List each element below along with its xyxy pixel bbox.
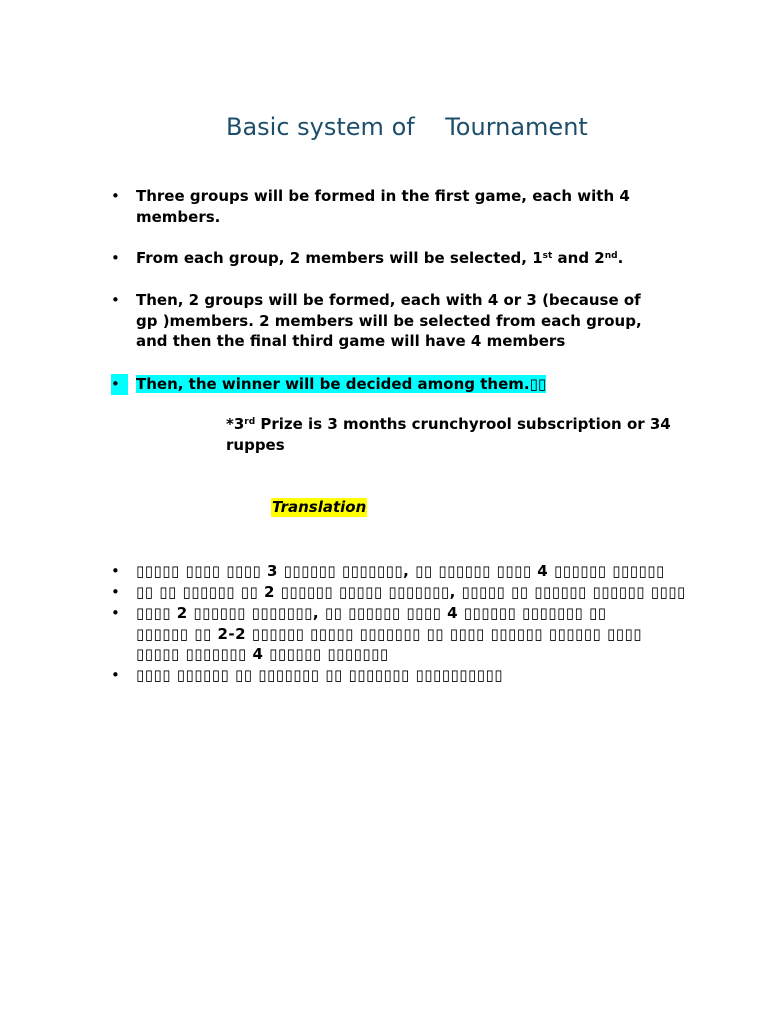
bullet-icon: • [111, 604, 120, 622]
bullet-icon: • [111, 562, 120, 580]
list-item [111, 290, 661, 352]
bullet-icon: • [111, 666, 120, 684]
bullet-icon: • [111, 187, 120, 205]
list-item-text: From each group, 2 members will be selected, 1st and 2nd. [136, 249, 624, 267]
list-item [111, 186, 646, 227]
list-item [111, 603, 660, 665]
list-item [111, 248, 696, 269]
page-title: Basic system of Tournament [226, 113, 588, 141]
prize-note: *3rd Prize is 3 months crunchyrool subscription or 34 ruppes [226, 415, 671, 454]
list-item [111, 582, 686, 603]
bullet-icon: • [111, 374, 128, 395]
list-item-highlighted [111, 374, 696, 395]
list-item-text: ▯▯▯▯▯ ▯▯▯▯ ▯▯▯▯ 3 ▯▯▯▯▯▯ ▯▯▯▯▯▯▯, ▯▯ ▯▯▯▯▯▯ ▯▯▯▯ 4 ▯▯▯▯▯▯ ▯▯▯▯▯▯ [136, 562, 665, 580]
list-item-text: Three groups will be formed in the first game, each with 4 members. [136, 187, 630, 226]
list-item [111, 665, 656, 686]
list-item-text: ▯▯▯▯ ▯▯▯▯▯▯ ▯▯ ▯▯▯▯▯▯▯ ▯▯ ▯▯▯▯▯▯▯ ▯▯▯▯▯▯▯▯▯▯ [136, 666, 503, 684]
translation-label: Translation [272, 498, 367, 516]
list-item-text: Then, 2 groups will be formed, each with 4 or 3 (because of gp )members. 2 members will be selected from each group, and then the final third game will have 4 members [136, 291, 642, 351]
list-item-text: ▯▯▯▯ 2 ▯▯▯▯▯▯ ▯▯▯▯▯▯▯, ▯▯ ▯▯▯▯▯▯ ▯▯▯▯ 4 ▯▯▯▯▯▯ ▯▯▯▯▯▯▯ ▯▯ ▯▯▯▯▯▯ ▯▯ 2-2 ▯▯▯▯▯▯ ▯▯▯▯▯ ▯▯▯▯▯▯▯ ▯▯ ▯▯▯▯ ▯▯▯▯▯▯ ▯▯▯▯▯▯ ▯▯▯▯ ▯▯▯▯▯ ▯▯▯▯▯▯▯ 4 ▯▯▯▯▯▯ ▯▯▯▯▯▯▯ [136, 604, 643, 664]
bullet-icon: • [111, 249, 120, 267]
bullet-icon: • [111, 583, 120, 601]
bullet-icon: • [111, 291, 120, 309]
list-item [111, 561, 665, 582]
list-item-text: Then, the winner will be decided among them.▯▯ [136, 375, 547, 393]
list-item-text: ▯▯ ▯▯ ▯▯▯▯▯▯ ▯▯ 2 ▯▯▯▯▯▯ ▯▯▯▯▯ ▯▯▯▯▯▯▯, ▯▯▯▯▯ ▯▯ ▯▯▯▯▯▯ ▯▯▯▯▯▯ ▯▯▯▯ [136, 583, 686, 601]
